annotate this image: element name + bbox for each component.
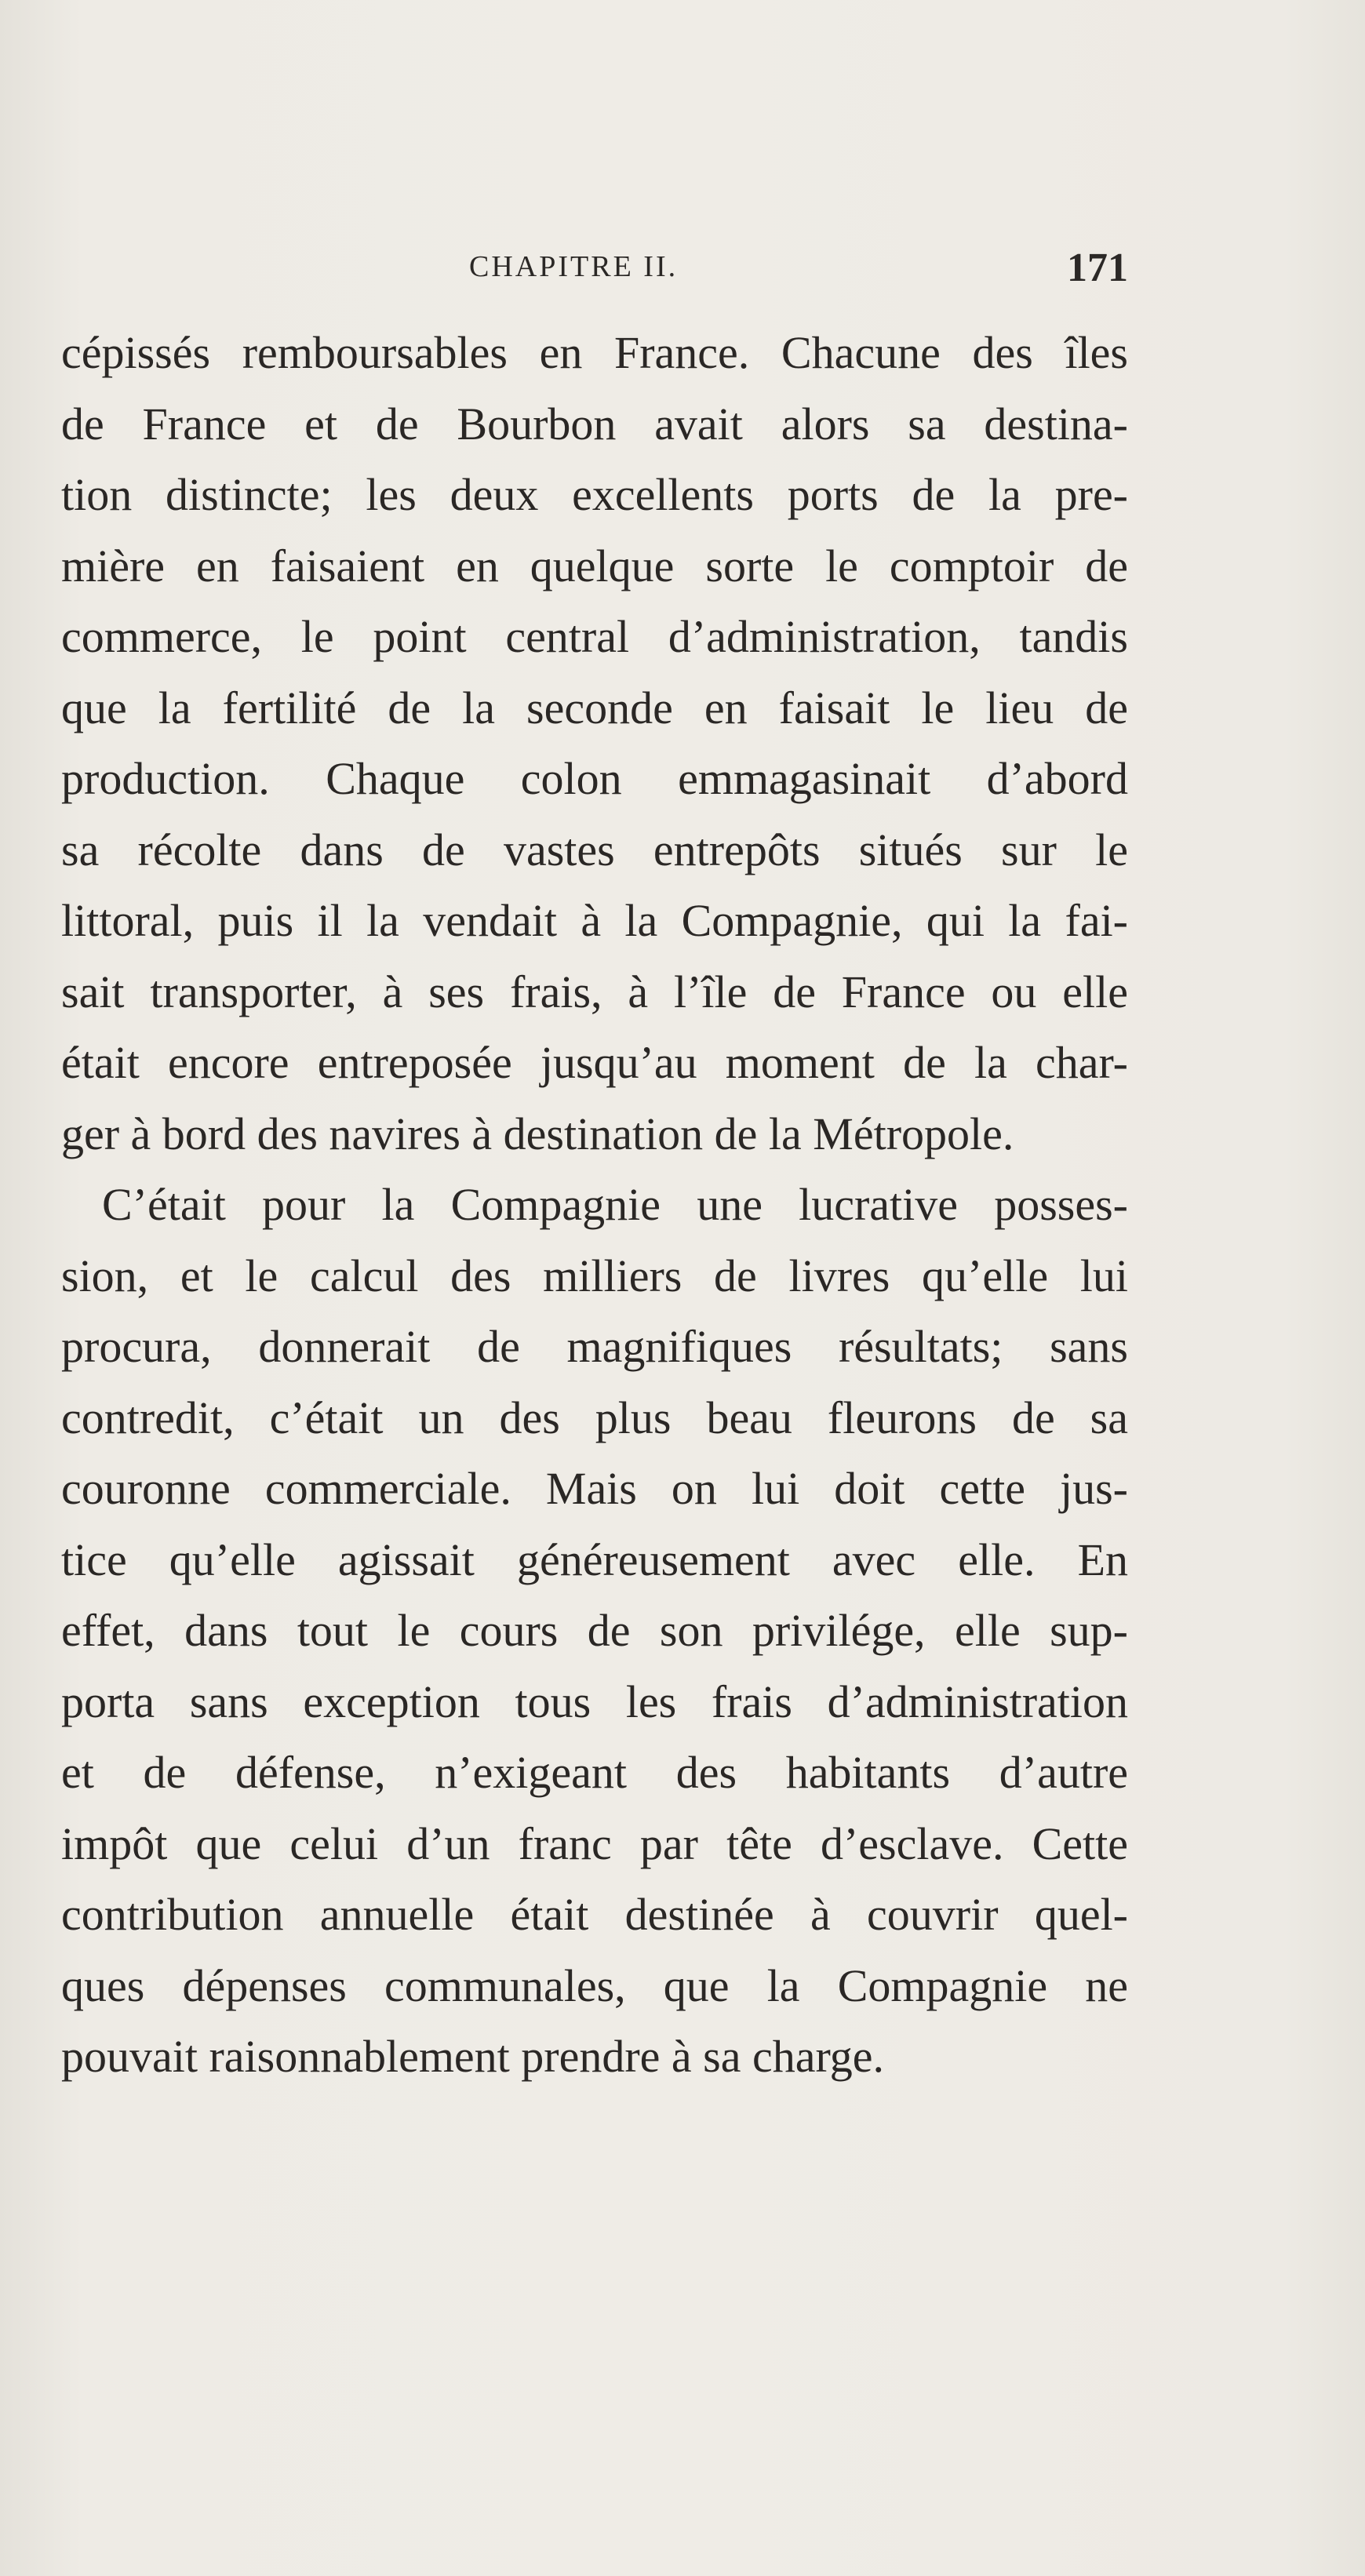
text-line: mière en faisaient en quelque sorte le comptoir de — [61, 540, 1128, 591]
text-line: procura, donnerait de magnifiques résultats; sans — [61, 1321, 1128, 1372]
text-line: production. Chaque colon emmagasinait d’abord — [61, 753, 1128, 804]
text-line: que la fertilité de la seconde en faisait le lieu de — [61, 682, 1128, 733]
text-line: porta sans exception tous les frais d’administration — [61, 1675, 1128, 1727]
text-line: littoral, puis il la vendait à la Compagnie, qui la fai- — [61, 895, 1128, 946]
text-line: tice qu’elle agissait généreusement avec elle. En — [61, 1534, 1128, 1585]
text-line: sion, et le calcul des milliers de livres qu’elle lui — [61, 1250, 1128, 1301]
text-line: pouvait raisonnablement prendre à sa charge. — [61, 2031, 884, 2082]
body-text — [61, 318, 1128, 2093]
text-line: sa récolte dans de vastes entrepôts situés sur le — [61, 824, 1128, 875]
text-line: ques dépenses communales, que la Compagnie ne — [61, 1959, 1128, 2011]
page-number: 171 — [1067, 246, 1128, 290]
text-line: impôt que celui d’un franc par tête d’esclave. Cette — [61, 1817, 1128, 1869]
text-line: contredit, c’était un des plus beau fleurons de sa — [61, 1392, 1128, 1443]
text-line: de France et de Bourbon avait alors sa destina- — [61, 398, 1128, 449]
running-head — [61, 235, 1128, 306]
text-line: tion distincte; les deux excellents ports de la pre- — [61, 469, 1128, 520]
text-line: commerce, le point central d’administration, tandis — [61, 611, 1128, 662]
text-line: C’était pour la Compagnie une lucrative posses- — [102, 1179, 1128, 1230]
text-line: ger à bord des navires à destination de la Métropole. — [61, 1108, 1014, 1159]
text-line: était encore entreposée jusqu’au moment de la char- — [61, 1037, 1128, 1088]
text-line: et de défense, n’exigeant des habitants d’autre — [61, 1747, 1128, 1798]
text-line: contribution annuelle était destinée à couvrir quel- — [61, 1889, 1128, 1940]
text-line: effet, dans tout le cours de son privilége, elle sup- — [61, 1605, 1128, 1656]
text-line: cépissés remboursables en France. Chacune des îles — [61, 327, 1128, 378]
text-line: couronne commerciale. Mais on lui doit cette jus- — [61, 1463, 1128, 1514]
chapter-title: CHAPITRE II. — [469, 250, 679, 283]
text-line: sait transporter, à ses frais, à l’île de France ou elle — [61, 966, 1128, 1017]
